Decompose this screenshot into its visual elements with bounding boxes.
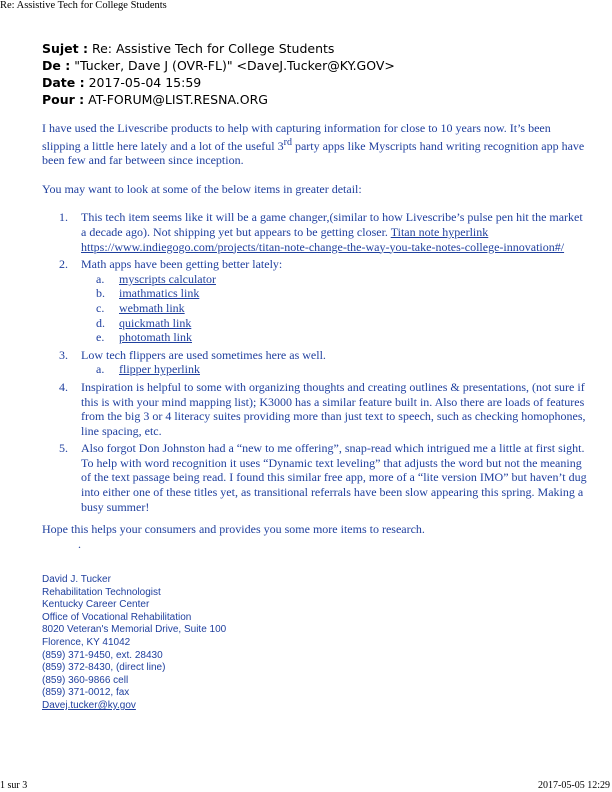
signature-line: (859) 372-8430, (direct line)	[42, 662, 166, 674]
signature-email-link[interactable]: Davej.tucker@ky.gov	[42, 699, 136, 711]
signature-line: Kentucky Career Center	[42, 599, 150, 611]
date-row	[42, 74, 395, 91]
to-value: AT-FORUM@LIST.RESNA.ORG	[88, 92, 268, 107]
flippers-sublist	[81, 362, 590, 377]
myscripts-calculator-link[interactable]: myscripts calculator	[119, 271, 216, 286]
intro-paragraph: I have used the Livescribe products to help with capturing information for close to 10 years now. It’s been slipping a little here lately and a lot of the useful 3rd party apps like Myscripts hand writing recognition app have been few and far between since inception.	[42, 121, 585, 168]
list-item: d. quickmath link	[96, 315, 192, 330]
signature-line: (859) 371-0012, fax	[42, 687, 130, 699]
to-row	[42, 91, 395, 108]
email-headers	[42, 40, 395, 108]
email-body	[42, 121, 590, 551]
quickmath-link[interactable]: quickmath link	[119, 315, 192, 330]
date-label: Date :	[42, 75, 85, 90]
math-apps-sublist	[81, 272, 590, 345]
from-row	[42, 57, 395, 74]
titan-note-url-link[interactable]: https://www.indiegogo.com/projects/titan-note-change-the-way-you-take-notes-college-innovation#/	[81, 239, 565, 254]
list-item: 2. Math apps have been getting better lately: a. myscripts calculator b. imathmatics link c. webmath link d. quickmath link e. photomath link	[42, 257, 590, 345]
page-number: 1 sur 3	[0, 780, 28, 791]
subject-row	[42, 40, 395, 57]
signature-line: (859) 371-9450, ext. 28430	[42, 649, 163, 661]
list-item: c. webmath link	[96, 300, 185, 315]
list-item: 5. Also forgot Don Johnston had a “new to me offering”, snap-read which intrigued me a little at first sight. To help with word recognition it uses “Dynamic text leveling” that adjusts the word but not the meaning of the text passage being read. I found this similar free app, more of a “lite version IMO” but haven’t dug into either one of these titles yet, as transitional referrals have been slow appearing this spring. Making a busy summer!	[59, 441, 587, 514]
signature-line: 8020 Veteran's Memorial Drive, Suite 100	[42, 624, 227, 636]
list-item: b. imathmatics link	[96, 286, 200, 301]
list-item: 4. Inspiration is helpful to some with organizing thoughts and creating outlines & presentations, (not sure if this is with your mind mapping list); K3000 has a similar feature built in. Also there are loads of features from the big 3 or 4 literacy suites providing more than just text to speech, such as checking homophones, line spacing, etc.	[59, 379, 586, 438]
signature-line: Office of Vocational Rehabilitation	[42, 611, 192, 623]
signature-line: David J. Tucker	[42, 574, 111, 585]
list-item: e. photomath link	[96, 330, 192, 345]
lead-paragraph: You may want to look at some of the below items in greater detail:	[42, 181, 362, 196]
list-item: 3. Low tech flippers are used sometimes here as well. a. flipper hyperlink	[42, 348, 590, 377]
email-signature	[42, 574, 226, 713]
to-label: Pour :	[42, 92, 85, 107]
signature-line: Rehabilitation Technologist	[42, 586, 161, 598]
list-item: 1. This tech item seems like it will be a game changer,(similar to how Livescribe’s pulse pen hit the market a decade ago). Not shipping yet but appears to be getting closer. Titan note hyperlink https://www.indiegogo.com/projects/titan-note-change-the-way-you-take-notes-college-innovation#/	[59, 210, 583, 254]
print-timestamp: 2017-05-05 12:29	[538, 780, 610, 791]
date-value: 2017-05-04 15:59	[88, 75, 202, 90]
print-header-title: Re: Assistive Tech for College Students	[0, 0, 167, 11]
signature-line: (859) 360-9866 cell	[42, 674, 129, 686]
closing-paragraph: Hope this helps your consumers and provides you some more items to research.	[42, 522, 425, 537]
webmath-link[interactable]: webmath link	[119, 300, 185, 315]
subject-value: Re: Assistive Tech for College Students	[91, 41, 335, 56]
list-item: a. myscripts calculator	[96, 271, 216, 286]
imathmatics-link[interactable]: imathmatics link	[119, 286, 200, 301]
from-value: "Tucker, Dave J (OVR-FL)" <DaveJ.Tucker@KY.GOV>	[74, 58, 395, 73]
titan-note-link[interactable]: Titan note hyperlink	[390, 224, 489, 239]
list-item: a. flipper hyperlink	[96, 362, 200, 377]
photomath-link[interactable]: photomath link	[119, 330, 192, 345]
from-label: De :	[42, 58, 71, 73]
items-list	[42, 210, 590, 514]
trailing-dot: .	[78, 536, 81, 551]
subject-label: Sujet :	[42, 41, 88, 56]
signature-line: Florence, KY 41042	[42, 636, 131, 648]
flipper-link[interactable]: flipper hyperlink	[119, 362, 200, 377]
